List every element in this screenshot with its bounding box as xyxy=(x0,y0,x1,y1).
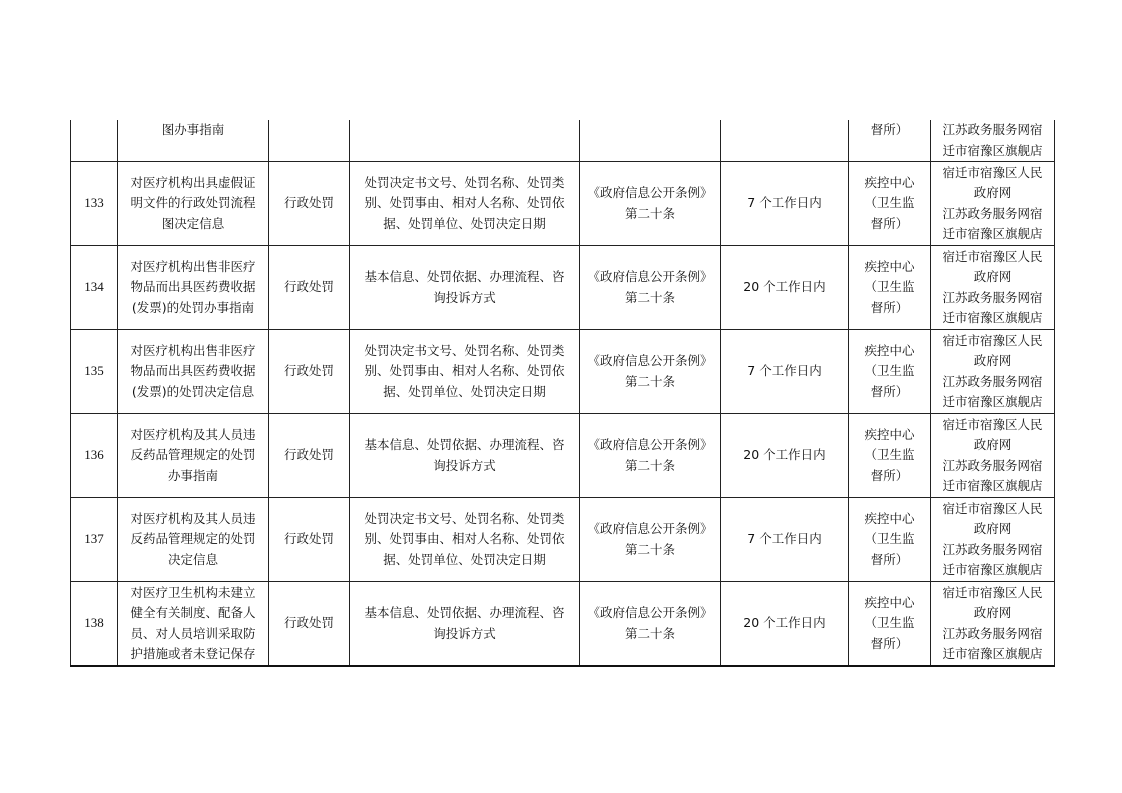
basis-line: 第二十条 xyxy=(624,289,675,305)
platform-line: 政府网 xyxy=(973,269,1012,284)
item-name-line: 对医疗机构及其人员违 xyxy=(130,426,256,442)
department-line: 督所） xyxy=(870,635,909,651)
content-line: 别、处罚事由、相对人名称、处罚依 xyxy=(364,363,565,379)
cell-basis xyxy=(580,330,721,414)
department-line: 督所） xyxy=(870,299,909,315)
content-line: 基本信息、处罚依据、办理流程、咨 xyxy=(364,605,565,620)
item-name-line: (发票)的处罚办事指南 xyxy=(131,299,255,315)
item-name-line: 物品而出具医药费收据 xyxy=(130,279,256,295)
department-line: 督所） xyxy=(870,383,909,399)
cell-deadline: 7 个工作日内 xyxy=(721,498,849,582)
department-line: 疾控中心 xyxy=(864,258,915,274)
item-name-line: 物品而出具医药费收据 xyxy=(130,363,256,379)
department-line: 督所） xyxy=(870,122,909,137)
department-line: 疾控中心 xyxy=(864,510,915,526)
cell-department xyxy=(849,120,931,162)
content-line: 询投诉方式 xyxy=(433,625,496,641)
table-row xyxy=(71,414,1055,498)
cell-content xyxy=(350,120,580,162)
platform-line: 迁市宿豫区旗舰店 xyxy=(942,226,1043,241)
cell-basis xyxy=(580,498,721,582)
disclosure-table xyxy=(70,120,1055,667)
basis-line: 第二十条 xyxy=(624,457,675,473)
table-row xyxy=(71,582,1055,667)
platform-line: 江苏政务服务网宿 xyxy=(942,625,1043,641)
cell-basis xyxy=(580,120,721,162)
cell-basis xyxy=(580,246,721,330)
department-line: 督所） xyxy=(870,467,909,483)
cell-department xyxy=(849,498,931,582)
cell-deadline: 20 个工作日内 xyxy=(721,246,849,330)
platform-line: 江苏政务服务网宿 xyxy=(942,205,1043,221)
cell-category: 行政处罚 xyxy=(269,246,350,330)
table-row xyxy=(71,162,1055,246)
cell-deadline: 7 个工作日内 xyxy=(721,330,849,414)
content-line: 询投诉方式 xyxy=(433,289,496,305)
content-line: 据、处罚单位、处罚决定日期 xyxy=(383,551,546,567)
item-name-line: 反药品管理规定的处罚 xyxy=(130,447,256,463)
basis-line: 《政府信息公开条例》 xyxy=(587,269,713,284)
cell-category xyxy=(269,120,350,162)
cell-item-name xyxy=(118,162,269,246)
item-name-line: 护措施或者未登记保存 xyxy=(130,646,256,661)
department-line: 疾控中心 xyxy=(864,342,915,358)
cell-deadline: 20 个工作日内 xyxy=(721,414,849,498)
cell-no: 135 xyxy=(71,330,118,414)
content-line: 基本信息、处罚依据、办理流程、咨 xyxy=(364,437,565,452)
cell-platform xyxy=(931,246,1055,330)
item-name-line: 对医疗机构及其人员违 xyxy=(130,510,256,526)
platform-line: 宿迁市宿豫区人民 xyxy=(942,416,1043,432)
cell-deadline: 7 个工作日内 xyxy=(721,162,849,246)
department-line: 疾控中心 xyxy=(864,426,915,442)
cell-category: 行政处罚 xyxy=(269,498,350,582)
cell-platform xyxy=(931,414,1055,498)
item-name-line: (发票)的处罚决定信息 xyxy=(131,383,255,399)
department-line: 督所） xyxy=(870,215,909,231)
platform-line: 政府网 xyxy=(973,437,1012,452)
platform-line: 政府网 xyxy=(973,353,1012,368)
cell-category: 行政处罚 xyxy=(269,162,350,246)
cell-content xyxy=(350,330,580,414)
table-row xyxy=(71,330,1055,414)
platform-line: 江苏政务服务网宿 xyxy=(942,289,1043,305)
item-name-line: 对医疗卫生机构未建立 xyxy=(130,584,256,600)
item-name-line: 图决定信息 xyxy=(161,215,225,231)
cell-platform xyxy=(931,582,1055,667)
basis-line: 《政府信息公开条例》 xyxy=(587,521,713,536)
cell-basis xyxy=(580,414,721,498)
content-line: 据、处罚单位、处罚决定日期 xyxy=(383,215,546,231)
item-name-line: 员、对人员培训采取防 xyxy=(130,625,256,641)
cell-platform xyxy=(931,162,1055,246)
platform-line: 宿迁市宿豫区人民 xyxy=(942,332,1043,348)
cell-no: 137 xyxy=(71,498,118,582)
platform-line: 政府网 xyxy=(973,605,1012,620)
department-line: （卫生监 xyxy=(864,615,915,631)
cell-no: 134 xyxy=(71,246,118,330)
platform-line: 迁市宿豫区旗舰店 xyxy=(942,142,1043,158)
department-line: （卫生监 xyxy=(864,531,915,547)
cell-department xyxy=(849,582,931,667)
basis-line: 第二十条 xyxy=(624,625,675,641)
content-line: 处罚决定书文号、处罚名称、处罚类 xyxy=(364,174,565,190)
cell-category: 行政处罚 xyxy=(269,582,350,667)
cell-item-name xyxy=(118,120,269,162)
cell-department xyxy=(849,162,931,246)
content-line: 询投诉方式 xyxy=(433,457,496,473)
platform-line: 政府网 xyxy=(973,521,1012,536)
platform-line: 宿迁市宿豫区人民 xyxy=(942,248,1043,264)
cell-item-name xyxy=(118,498,269,582)
platform-line: 宿迁市宿豫区人民 xyxy=(942,500,1043,516)
cell-department xyxy=(849,246,931,330)
department-line: （卫生监 xyxy=(864,447,915,463)
table-row xyxy=(71,246,1055,330)
platform-line: 迁市宿豫区旗舰店 xyxy=(942,562,1043,577)
cell-category: 行政处罚 xyxy=(269,330,350,414)
content-line: 处罚决定书文号、处罚名称、处罚类 xyxy=(364,510,565,526)
table-row xyxy=(71,498,1055,582)
item-name-line: 对医疗机构出具虚假证 xyxy=(130,174,256,190)
department-line: 疾控中心 xyxy=(864,174,915,190)
cell-item-name xyxy=(118,330,269,414)
cell-platform xyxy=(931,330,1055,414)
platform-line: 江苏政务服务网宿 xyxy=(942,122,1043,137)
content-line: 别、处罚事由、相对人名称、处罚依 xyxy=(364,195,565,211)
item-name-line: 明文件的行政处罚流程 xyxy=(130,195,256,211)
content-line: 别、处罚事由、相对人名称、处罚依 xyxy=(364,531,565,547)
item-name-line: 反药品管理规定的处罚 xyxy=(130,531,256,547)
cell-no: 138 xyxy=(71,582,118,667)
cell-no: 136 xyxy=(71,414,118,498)
item-name-line: 决定信息 xyxy=(167,551,218,567)
cell-content xyxy=(350,414,580,498)
cell-deadline xyxy=(721,120,849,162)
table-body xyxy=(71,120,1055,666)
cell-basis xyxy=(580,162,721,246)
cell-platform xyxy=(931,498,1055,582)
cell-deadline: 20 个工作日内 xyxy=(721,582,849,667)
table-row xyxy=(71,120,1055,162)
platform-line: 迁市宿豫区旗舰店 xyxy=(942,310,1043,325)
platform-line: 江苏政务服务网宿 xyxy=(942,457,1043,473)
department-line: （卫生监 xyxy=(864,279,915,295)
item-name-line: 健全有关制度、配备人 xyxy=(130,605,256,620)
cell-item-name xyxy=(118,246,269,330)
platform-line: 迁市宿豫区旗舰店 xyxy=(942,478,1043,493)
department-line: 疾控中心 xyxy=(864,594,915,610)
cell-item-name xyxy=(118,414,269,498)
basis-line: 《政府信息公开条例》 xyxy=(587,437,713,452)
cell-platform xyxy=(931,120,1055,162)
cell-item-name xyxy=(118,582,269,667)
cell-content xyxy=(350,582,580,667)
item-name-line: 对医疗机构出售非医疗 xyxy=(130,258,256,274)
basis-line: 《政府信息公开条例》 xyxy=(587,185,713,200)
item-name-line: 对医疗机构出售非医疗 xyxy=(130,342,256,358)
cell-no: 133 xyxy=(71,162,118,246)
platform-line: 迁市宿豫区旗舰店 xyxy=(942,646,1043,661)
basis-line: 《政府信息公开条例》 xyxy=(587,605,713,620)
cell-basis xyxy=(580,582,721,667)
cell-content xyxy=(350,498,580,582)
platform-line: 江苏政务服务网宿 xyxy=(942,373,1043,389)
basis-line: 第二十条 xyxy=(624,373,675,389)
content-line: 处罚决定书文号、处罚名称、处罚类 xyxy=(364,342,565,358)
content-line: 基本信息、处罚依据、办理流程、咨 xyxy=(364,269,565,284)
basis-line: 《政府信息公开条例》 xyxy=(587,353,713,368)
platform-line: 宿迁市宿豫区人民 xyxy=(942,164,1043,180)
platform-line: 政府网 xyxy=(973,185,1012,200)
platform-line: 江苏政务服务网宿 xyxy=(942,541,1043,557)
department-line: （卫生监 xyxy=(864,363,915,379)
cell-department xyxy=(849,330,931,414)
cell-no xyxy=(71,120,118,162)
cell-category: 行政处罚 xyxy=(269,414,350,498)
item-name-line: 办事指南 xyxy=(167,467,218,483)
department-line: （卫生监 xyxy=(864,195,915,211)
content-line: 据、处罚单位、处罚决定日期 xyxy=(383,383,546,399)
cell-content xyxy=(350,162,580,246)
basis-line: 第二十条 xyxy=(624,205,675,221)
cell-content xyxy=(350,246,580,330)
item-name-line: 图办事指南 xyxy=(161,122,225,137)
department-line: 督所） xyxy=(870,551,909,567)
platform-line: 迁市宿豫区旗舰店 xyxy=(942,394,1043,409)
basis-line: 第二十条 xyxy=(624,541,675,557)
platform-line: 宿迁市宿豫区人民 xyxy=(942,584,1043,600)
cell-department xyxy=(849,414,931,498)
